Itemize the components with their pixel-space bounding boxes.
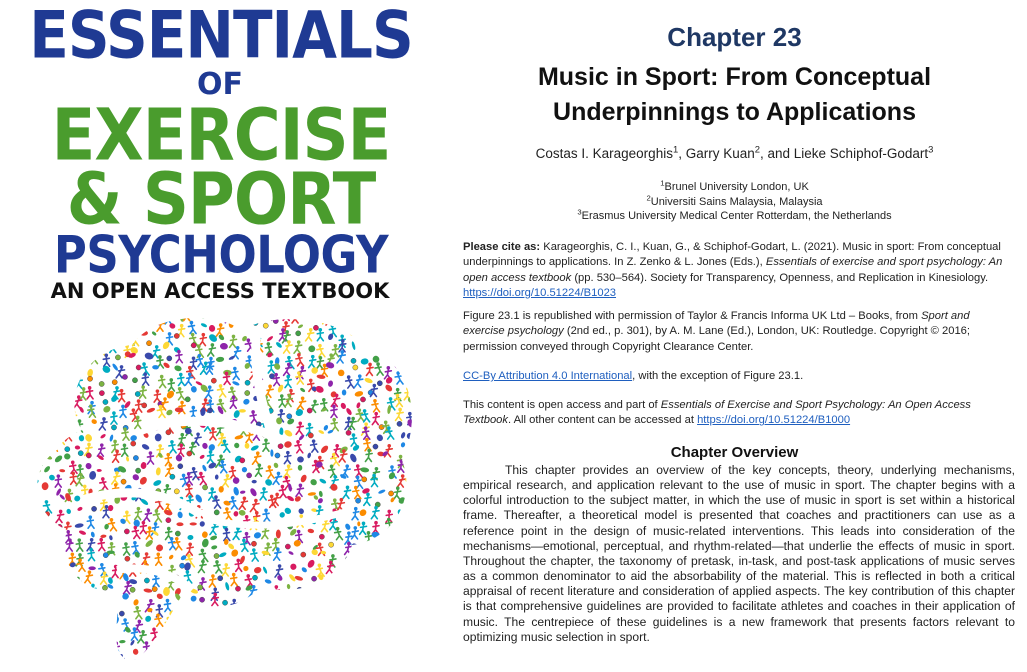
author-affiliation-mark: 3	[928, 144, 934, 156]
license-text: , with the exception of Figure 23.1.	[632, 370, 804, 382]
textbook-doi-link[interactable]: https://doi.org/10.51224/B1000	[697, 414, 851, 427]
brain-of-sport-figures-icon	[22, 310, 422, 670]
license-note	[463, 369, 1013, 384]
book-cover	[0, 0, 440, 672]
affiliation-mark: 3	[577, 207, 582, 217]
figure-note-book-title: Sport and exercise psychology	[463, 310, 970, 338]
affiliation-list	[462, 180, 1007, 224]
overview-heading: Chapter Overview	[670, 444, 799, 461]
author-separator: , and	[760, 146, 794, 161]
affiliation-text: Brunel University London, UK	[664, 181, 809, 193]
figure-note-text-end: (2nd ed., p. 301), by A. M. Lane (Ed.), London, UK: Routledge. Copyright © 2016; permission conveyed through Copyright Clearance Center.	[463, 325, 971, 353]
author-name: Lieke Schiphof-Godart	[793, 146, 929, 161]
citation-paragraph	[463, 240, 1013, 301]
cover-title-exercise: EXERCISE	[51, 94, 391, 178]
author-separator: ,	[678, 146, 686, 161]
overview-body: This chapter provides an overview of the key concepts, theory, underlying mechanisms, empirical research, and application relevant to the use of music in sport. The chapter begins with a colorful introduction to the subject matter, in which the use of music in sport is set within a historical frame. Thereafter, a theoretical model is presented that coaches and practitioners can use as a reference point in the design of music-related interventions. This leads into consideration of the mechanisms—emotional, perceptual, and rhythm-related—that underlie the effects of music in sport. Throughout the chapter, the taxonomy of pretask, in-task, and post-task applications of music serves as a common denominator to aid the absorbability of the material. This is reflected in both a critical appraisal of recent literature and consideration of applied aspects. The key contribution of this chapter is that comprehensive guidelines are provided to facilitate athletes and coaches in their application of music. The centrepiece of these guidelines is a new framework that presents factors relevant to optimizing music selection in sport.	[463, 463, 1015, 644]
citation-text: Karageorghis, C. I., Kuan, G., & Schiphof-Godart, L. (2021). Music in sport: From conceptual underpinnings to applications. In Z. Zenko & L. Jones (Eds.),	[463, 241, 1001, 269]
figure-note-text: Figure 23.1 is republished with permission of Taylor & Francis Informa UK Ltd – Books, from	[463, 310, 922, 322]
citation-label: Please cite as:	[463, 241, 541, 253]
open-access-note	[463, 398, 1013, 429]
affiliation-text: Erasmus University Medical Center Rotterdam, the Netherlands	[581, 210, 892, 222]
open-access-book-title: Essentials of Exercise and Sport Psychology: An Open Access Textbook	[463, 399, 971, 427]
author-affiliation-mark: 2	[754, 144, 760, 156]
affiliation-item	[462, 180, 1007, 195]
cover-title-of: OF	[197, 67, 243, 102]
chapter-title-line-1: Music in Sport: From Conceptual	[537, 63, 932, 91]
open-access-text-end: . All other content can be accessed at	[508, 414, 698, 427]
author-name: Garry Kuan	[685, 146, 755, 161]
cover-title-psychology: PSYCHOLOGY	[53, 224, 389, 285]
affiliation-item	[462, 209, 1007, 224]
author-affiliation-mark: 1	[672, 144, 679, 156]
figure-permission-note	[463, 309, 1013, 355]
license-link[interactable]: CC-By Attribution 4.0 International	[463, 370, 633, 382]
affiliation-mark: 1	[660, 178, 665, 188]
affiliation-text: Universiti Sains Malaysia, Malaysia	[650, 195, 823, 208]
cover-title-essentials: ESSENTIALS	[29, 0, 413, 74]
chapter-title	[462, 60, 1007, 130]
citation-text-end: (pp. 530–564). Society for Transparency, Openness, and Replication in Kinesiology.	[571, 271, 989, 284]
citation-doi-link[interactable]: https://doi.org/10.51224/B1023	[463, 286, 617, 299]
citation-book-title: Essentials of exercise and sport psychology: An open access textbook	[463, 256, 1003, 284]
chapter-title-line-2: Underpinnings to Applications	[553, 98, 916, 126]
author-list	[462, 146, 1007, 161]
chapter-number: Chapter 23	[667, 22, 802, 52]
cover-title-sport: & SPORT	[66, 158, 376, 242]
cover-subtitle: AN OPEN ACCESS TEXTBOOK	[50, 279, 390, 303]
author-name: Costas I. Karageorghis	[535, 146, 673, 161]
open-access-text: This content is open access and part of	[463, 399, 661, 411]
affiliation-item	[462, 192, 1007, 210]
affiliation-mark: 2	[646, 192, 651, 202]
